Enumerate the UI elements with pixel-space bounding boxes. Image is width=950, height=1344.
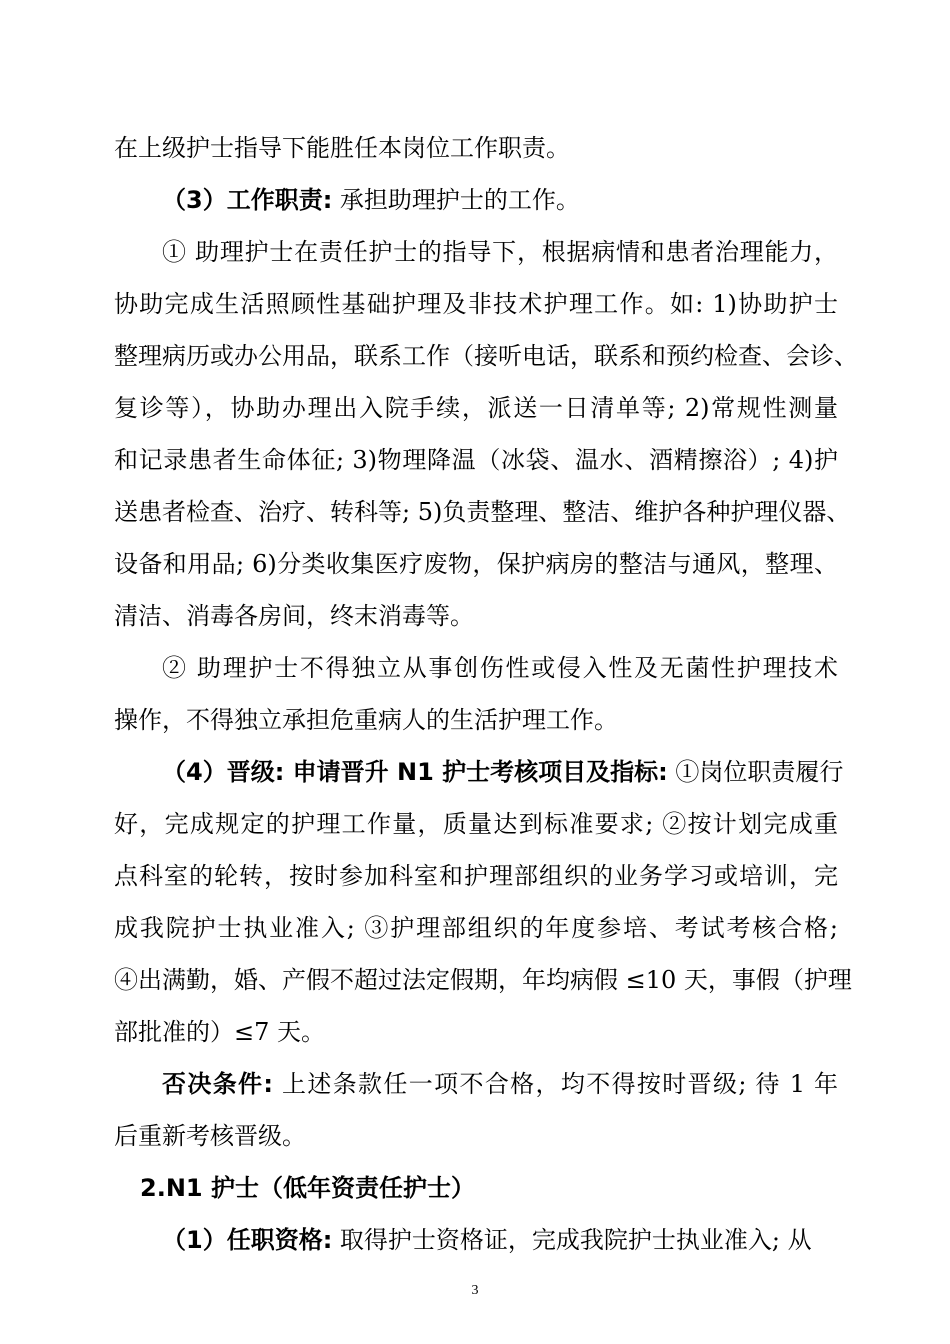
paragraph-line: ① 助理护士在责任护士的指导下，根据病情和患者治理能力， — [162, 238, 838, 266]
section-heading — [140, 1173, 838, 1203]
paragraph-line: 复诊等），协助办理出入院手续，派送一日清单等; 2)常规性测量 — [114, 394, 838, 422]
section-heading-text: 2.N1 护士（低年资责任护士） — [140, 1174, 475, 1202]
paragraph-line: ④出满勤，婚、产假不超过法定假期，年均病假 ≤10 天，事假（护理 — [114, 966, 852, 994]
paragraph-text: ①岗位职责履行 — [667, 758, 844, 786]
paragraph-line — [162, 757, 844, 787]
paragraph-line — [162, 1069, 838, 1099]
paragraph-line: 操作，不得独立承担危重病人的生活护理工作。 — [114, 706, 618, 734]
paragraph-line: 成我院护士执业准入; ③护理部组织的年度参培、考试考核合格; — [114, 914, 838, 942]
paragraph-line: 好，完成规定的护理工作量，质量达到标准要求; ②按计划完成重 — [114, 810, 838, 838]
section-heading: 否决条件: — [162, 1070, 274, 1098]
paragraph-line: 在上级护士指导下能胜任本岗位工作职责。 — [114, 134, 570, 162]
paragraph-line: 送患者检查、治疗、转科等; 5)负责整理、整洁、维护各种护理仪器、 — [114, 498, 851, 526]
paragraph-line: 点科室的轮转，按时参加科室和护理部组织的业务学习或培训，完 — [114, 862, 838, 890]
page-number: 3 — [471, 1283, 479, 1298]
paragraph-line: ② 助理护士不得独立从事创伤性或侵入性及无菌性护理技术 — [162, 654, 838, 682]
paragraph-text: 取得护士资格证，完成我院护士执业准入; 从 — [332, 1226, 812, 1254]
paragraph-line: 协助完成生活照顾性基础护理及非技术护理工作。如: 1)协助护士 — [114, 290, 838, 318]
paragraph-line — [162, 1225, 838, 1255]
paragraph-line: 清洁、消毒各房间，终末消毒等。 — [114, 602, 474, 630]
paragraph-text: 承担助理护士的工作。 — [332, 186, 580, 214]
section-heading: （1）任职资格: — [162, 1226, 333, 1254]
section-heading: （4）晋级: 申请晋升 N1 护士考核项目及指标: — [162, 758, 668, 786]
paragraph-line: 和记录患者生命体征; 3)物理降温（冰袋、温水、酒精擦浴）; 4)护 — [114, 446, 838, 474]
paragraph-line: 设备和用品; 6)分类收集医疗废物，保护病房的整洁与通风，整理、 — [114, 550, 838, 578]
paragraph-line: 部批准的）≤7 天。 — [114, 1018, 326, 1046]
paragraph-text: 上述条款任一项不合格，均不得按时晋级; 待 1 年 — [273, 1070, 838, 1098]
paragraph-line — [162, 185, 838, 215]
paragraph-line: 后重新考核晋级。 — [114, 1122, 306, 1150]
paragraph-line: 整理病历或办公用品，联系工作（接听电话，联系和预约检查、会诊、 — [114, 342, 858, 370]
section-heading: （3）工作职责: — [162, 186, 333, 214]
